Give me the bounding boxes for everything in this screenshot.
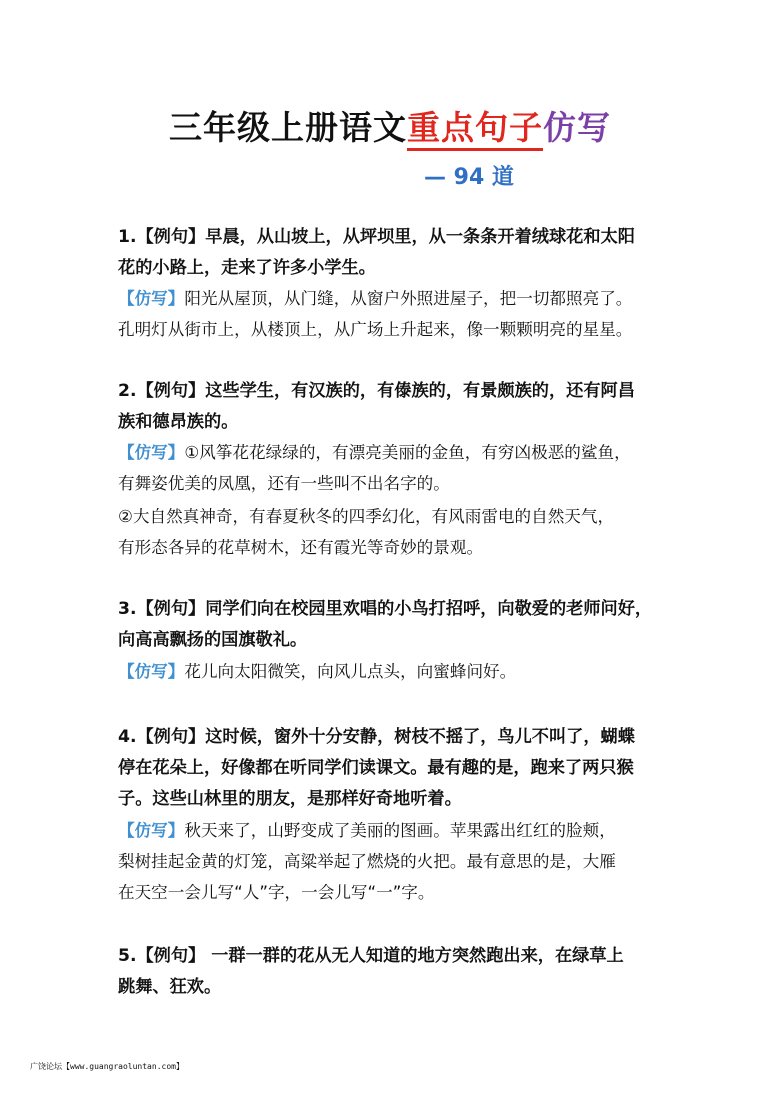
imitation-tag: 【仿写】 [118,662,185,681]
example-line: 族和德昂族的。 [118,412,239,432]
imitation-tag: 【仿写】 [118,289,185,308]
example-line: 1.【例句】早晨，从山坡上，从坪坝里，从一条条开着绒球花和太阳 [118,227,635,247]
example-line: 5.【例句】 一群一群的花从无人知道的地方突然跑出来，在绿草上 [118,946,624,966]
imitation-line: 在天空一会儿写“人”字，一会儿写“一”字。 [118,883,435,902]
example-line: 跳舞、狂欢。 [118,977,222,997]
imitation-tag: 【仿写】 [118,821,185,840]
imitation-line: 【仿写】①风筝花花绿绿的，有漂亮美丽的金鱼，有穷凶极恶的鲨鱼， [118,443,631,462]
title-accent: 仿写 [543,108,611,147]
title-main: 三年级上册语文 [169,108,407,147]
example-line: 2.【例句】这些学生，有汉族的，有傣族的，有景颇族的，还有阿昌 [118,381,635,401]
page-title [0,106,780,150]
title-count: — 94 道 [424,165,514,190]
imitation-line: 【仿写】花儿向太阳微笑，向风儿点头，向蜜蜂问好。 [118,662,517,681]
example-line: 子。这些山林里的朋友，是那样好奇地听着。 [118,789,462,809]
imitation-line: 有舞姿优美的凤凰，还有一些叫不出名字的。 [118,474,450,493]
example-line: 4.【例句】这时候，窗外十分安静，树枝不摇了，鸟儿不叫了，蝴蝶 [118,727,635,747]
title-highlight: 重点句子 [407,108,543,151]
example-line: 停在花朵上，好像都在听同学们读课文。最有趣的是，跑来了两只猴 [118,758,634,778]
footer-source: 广饶论坛【www.guangraoluntan.com】 [30,1062,184,1071]
imitation-line: ②大自然真神奇，有春夏秋冬的四季幻化，有风雨雷电的自然天气， [118,507,615,526]
imitation-line: 【仿写】秋天来了，山野变成了美丽的图画。苹果露出红红的脸颊， [118,821,616,840]
example-line: 向高高飘扬的国旗敬礼。 [118,630,308,650]
imitation-line: 梨树挂起金黄的灯笼，高粱举起了燃烧的火把。最有意思的是，大雁 [118,852,616,871]
imitation-line: 孔明灯从街市上，从楼顶上，从广场上升起来，像一颗颗明亮的星星。 [118,320,633,339]
imitation-tag: 【仿写】 [118,443,185,462]
imitation-line: 【仿写】阳光从屋顶，从门缝，从窗户外照进屋子，把一切都照亮了。 [118,289,633,308]
example-line: 3.【例句】同学们向在校园里欢唱的小鸟打招呼，向敬爱的老师问好， [118,599,653,619]
imitation-line: 有形态各异的花草树木，还有霞光等奇妙的景观。 [118,538,484,557]
example-line: 花的小路上，走来了许多小学生。 [118,258,376,278]
